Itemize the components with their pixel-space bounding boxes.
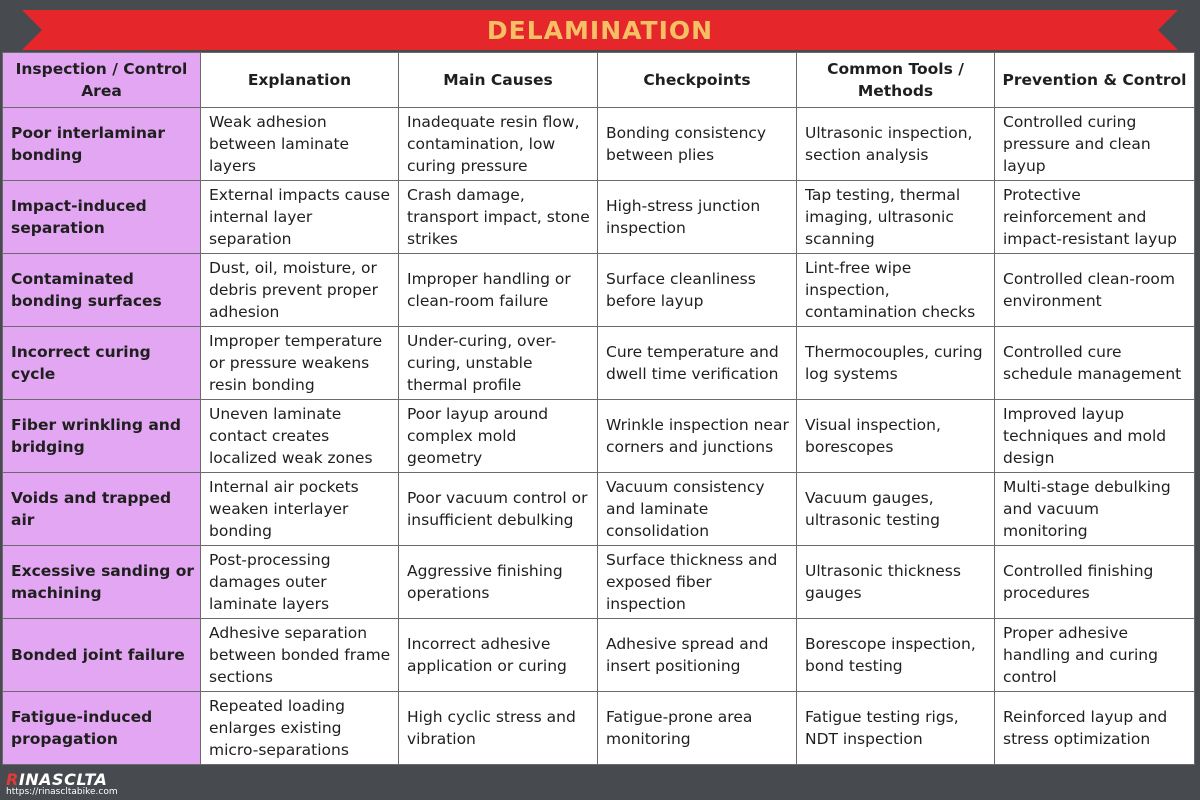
explanation-cell: Adhesive separation between bonded frame sections [201,619,399,692]
checkpoints-cell: High-stress junction inspection [598,181,797,254]
table-row [3,327,1195,400]
checkpoints-cell: Bonding consistency between plies [598,108,797,181]
table-row [3,254,1195,327]
prevention-cell: Improved layup techniques and mold design [995,400,1195,473]
row-area-cell: Fiber wrinkling and bridging [3,400,201,473]
prevention-cell: Controlled finishing procedures [995,546,1195,619]
table-row [3,473,1195,546]
causes-cell: Incorrect adhesive application or curing [399,619,598,692]
tools-cell: Visual inspection, borescopes [797,400,995,473]
prevention-cell: Controlled clean-room environment [995,254,1195,327]
tools-cell: Thermocouples, curing log systems [797,327,995,400]
tools-cell: Ultrasonic thickness gauges [797,546,995,619]
footer [2,770,1198,800]
prevention-cell: Controlled cure schedule management [995,327,1195,400]
table-row [3,400,1195,473]
explanation-cell: Post-processing damages outer laminate layers [201,546,399,619]
table-row [3,546,1195,619]
table-header-row [3,53,1195,108]
explanation-cell: Dust, oil, moisture, or debris prevent proper adhesion [201,254,399,327]
explanation-cell: Weak adhesion between laminate layers [201,108,399,181]
table-row [3,108,1195,181]
causes-cell: Under-curing, over-curing, unstable thermal profile [399,327,598,400]
delamination-table [2,52,1195,765]
tools-cell: Tap testing, thermal imaging, ultrasonic scanning [797,181,995,254]
checkpoints-cell: Wrinkle inspection near corners and junctions [598,400,797,473]
checkpoints-cell: Surface cleanliness before layup [598,254,797,327]
column-header: Inspection / Control Area [3,53,201,108]
column-header: Explanation [201,53,399,108]
page-title: DELAMINATION [486,16,714,45]
explanation-cell: External impacts cause internal layer separation [201,181,399,254]
table-row [3,619,1195,692]
brand-logo-rest: INASCLTA [18,770,108,789]
causes-cell: Poor vacuum control or insufficient debulking [399,473,598,546]
column-header: Checkpoints [598,53,797,108]
tools-cell: Lint-free wipe inspection, contamination checks [797,254,995,327]
row-area-cell: Fatigue-induced propagation [3,692,201,765]
row-area-cell: Voids and trapped air [3,473,201,546]
prevention-cell: Controlled curing pressure and clean layup [995,108,1195,181]
brand-logo: RINASCLTA [6,770,108,789]
explanation-cell: Internal air pockets weaken interlayer bonding [201,473,399,546]
explanation-cell: Improper temperature or pressure weakens resin bonding [201,327,399,400]
column-header: Common Tools / Methods [797,53,995,108]
checkpoints-cell: Adhesive spread and insert positioning [598,619,797,692]
row-area-cell: Incorrect curing cycle [3,327,201,400]
row-area-cell: Bonded joint failure [3,619,201,692]
causes-cell: Crash damage, transport impact, stone strikes [399,181,598,254]
row-area-cell: Impact-induced separation [3,181,201,254]
column-header: Main Causes [399,53,598,108]
table-row [3,181,1195,254]
checkpoints-cell: Cure temperature and dwell time verification [598,327,797,400]
explanation-cell: Uneven laminate contact creates localized weak zones [201,400,399,473]
explanation-cell: Repeated loading enlarges existing micro-separations [201,692,399,765]
website-url: https://rinascltabike.com [6,787,118,797]
causes-cell: Improper handling or clean-room failure [399,254,598,327]
causes-cell: Poor layup around complex mold geometry [399,400,598,473]
title-banner [22,10,1178,50]
prevention-cell: Reinforced layup and stress optimization [995,692,1195,765]
prevention-cell: Multi-stage debulking and vacuum monitoring [995,473,1195,546]
causes-cell: Inadequate resin flow, contamination, low curing pressure [399,108,598,181]
table-row [3,692,1195,765]
tools-cell: Fatigue testing rigs, NDT inspection [797,692,995,765]
tools-cell: Borescope inspection, bond testing [797,619,995,692]
row-area-cell: Contaminated bonding surfaces [3,254,201,327]
causes-cell: High cyclic stress and vibration [399,692,598,765]
tools-cell: Ultrasonic inspection, section analysis [797,108,995,181]
prevention-cell: Protective reinforcement and impact-resistant layup [995,181,1195,254]
checkpoints-cell: Fatigue-prone area monitoring [598,692,797,765]
column-header: Prevention & Control [995,53,1195,108]
row-area-cell: Excessive sanding or machining [3,546,201,619]
checkpoints-cell: Surface thickness and exposed fiber inspection [598,546,797,619]
prevention-cell: Proper adhesive handling and curing control [995,619,1195,692]
tools-cell: Vacuum gauges, ultrasonic testing [797,473,995,546]
causes-cell: Aggressive finishing operations [399,546,598,619]
row-area-cell: Poor interlaminar bonding [3,108,201,181]
checkpoints-cell: Vacuum consistency and laminate consolidation [598,473,797,546]
